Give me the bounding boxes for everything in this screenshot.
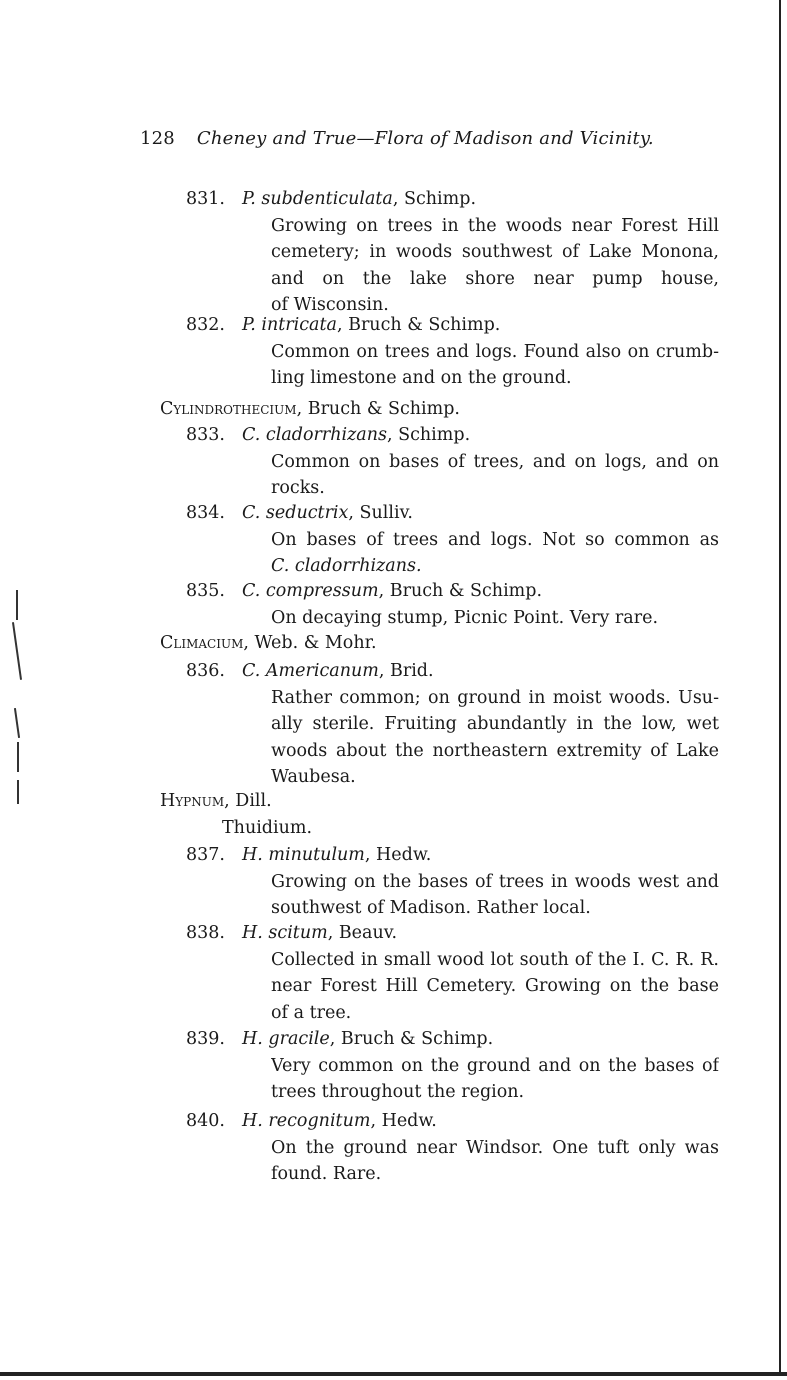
entry-number: 838. (186, 923, 225, 943)
description-line: southwest of Madison. Rather local. (271, 898, 591, 918)
genus-initial: H. (242, 923, 263, 943)
species-name (242, 312, 500, 339)
entry-number: 831. (186, 189, 225, 209)
page-edge-bottom (0, 1372, 787, 1376)
genus-author: , Dill. (224, 791, 272, 811)
species-name (242, 500, 413, 527)
species-author: , Bruch & Schimp. (378, 581, 543, 601)
genus-heading (160, 396, 460, 423)
description-line: Very common on the ground and on the bases of (271, 1055, 719, 1076)
species-epithet: recognitum (268, 1111, 371, 1131)
running-title: Cheney and True—Flora of Madison and Vicinity. (196, 128, 654, 149)
genus-initial: P. (242, 189, 256, 209)
description-line: Rather common; on ground in moist woods. Usu- (271, 687, 719, 708)
description-line: trees throughout the region. (271, 1082, 525, 1102)
description-line: Collected in small wood lot south of the I. C. R. R. (271, 949, 719, 970)
description-line: near Forest Hill Cemetery. Growing on the base (271, 976, 719, 996)
species-name (242, 422, 470, 449)
running-header (140, 128, 660, 149)
species-epithet: subdenticulata (261, 189, 393, 209)
page-edge-right (779, 0, 781, 1372)
description-line: found. Rare. (271, 1164, 382, 1184)
species-author: , Bruch & Schimp. (329, 1029, 494, 1049)
description-line: ally sterile. Fruiting abundantly in the low, wet (271, 714, 719, 734)
description-line: Common on trees and logs. Found also on crumb- (271, 341, 719, 362)
species-epithet: cladorrhizans (265, 425, 387, 445)
species-name (242, 1108, 437, 1135)
genus-name: Hypnum (160, 791, 225, 811)
species-epithet: compressum (265, 581, 379, 601)
species-epithet: gracile (268, 1029, 330, 1049)
genus-initial: C. (242, 503, 261, 523)
description-line: Common on bases of trees, and on logs, and on (271, 451, 719, 472)
species-name (242, 1026, 493, 1053)
genus-author: , Web. & Mohr. (243, 633, 377, 653)
genus-heading (160, 788, 272, 815)
species-author: , Schimp. (392, 189, 477, 209)
entry-number: 836. (186, 661, 225, 681)
margin-mark (17, 742, 19, 772)
genus-initial: C. (242, 581, 261, 601)
description-line: cemetery; in woods southwest of Lake Monona, (271, 242, 719, 262)
entry-number: 833. (186, 425, 225, 445)
subgenus-heading: Thuidium. (222, 818, 313, 838)
species-epithet: seductrix (265, 503, 349, 523)
description-line: Growing on the bases of trees in woods west and (271, 871, 719, 892)
margin-mark (14, 708, 20, 738)
margin-mark (12, 622, 22, 680)
entry-number: 834. (186, 503, 225, 523)
species-name (242, 920, 397, 947)
species-epithet: Americanum (265, 661, 379, 681)
page-number: 128 (140, 128, 175, 149)
entry-number: 832. (186, 315, 225, 335)
entry-number: 840. (186, 1111, 225, 1131)
genus-initial: H. (242, 1029, 263, 1049)
genus-initial: H. (242, 1111, 263, 1131)
entry-number: 835. (186, 581, 225, 601)
genus-initial: C. (242, 661, 261, 681)
description-line: Waubesa. (271, 767, 356, 787)
genus-name: Climacium (160, 633, 244, 653)
genus-initial: P. (242, 315, 256, 335)
genus-author: , Bruch & Schimp. (296, 399, 460, 419)
species-name (242, 842, 431, 869)
entry-number: 837. (186, 845, 225, 865)
description-line: and on the lake shore near pump house, (271, 268, 719, 289)
species-author: , Hedw. (370, 1111, 437, 1131)
description-line: On decaying stump, Picnic Point. Very rare. (271, 607, 659, 628)
species-author: , Schimp. (387, 425, 471, 445)
description-line: ling limestone and on the ground. (271, 368, 572, 388)
species-author: , Beauv. (327, 923, 398, 943)
species-author: , Hedw. (364, 845, 432, 865)
entry-number: 839. (186, 1029, 225, 1049)
description-line: of a tree. (271, 1002, 352, 1023)
species-author: , Bruch & Schimp. (336, 315, 501, 335)
description-line: On bases of trees and logs. Not so common as (271, 529, 719, 550)
description-line: Growing on trees in the woods near Forest Hill (271, 215, 719, 236)
description-line: On the ground near Windsor. One tuft only was (271, 1137, 719, 1158)
species-name (242, 186, 476, 213)
description-line: rocks. (271, 478, 325, 498)
genus-initial: C. (242, 425, 261, 445)
species-epithet: intricata (261, 315, 337, 335)
species-name (242, 578, 542, 605)
species-author: , Brid. (378, 661, 434, 681)
genus-heading (160, 630, 377, 657)
margin-mark (17, 780, 19, 804)
species-author: , Sulliv. (348, 503, 413, 523)
description-line: woods about the northeastern extremity of Lake (271, 740, 719, 761)
description-line: C. cladorrhizans. (271, 556, 422, 576)
genus-name: Cylindrothecium (160, 399, 297, 419)
margin-mark (16, 590, 18, 620)
genus-initial: H. (242, 845, 263, 865)
species-epithet: minutulum (268, 845, 365, 865)
description-line: of Wisconsin. (271, 295, 389, 315)
species-epithet: scitum (268, 923, 328, 943)
species-name (242, 658, 434, 685)
